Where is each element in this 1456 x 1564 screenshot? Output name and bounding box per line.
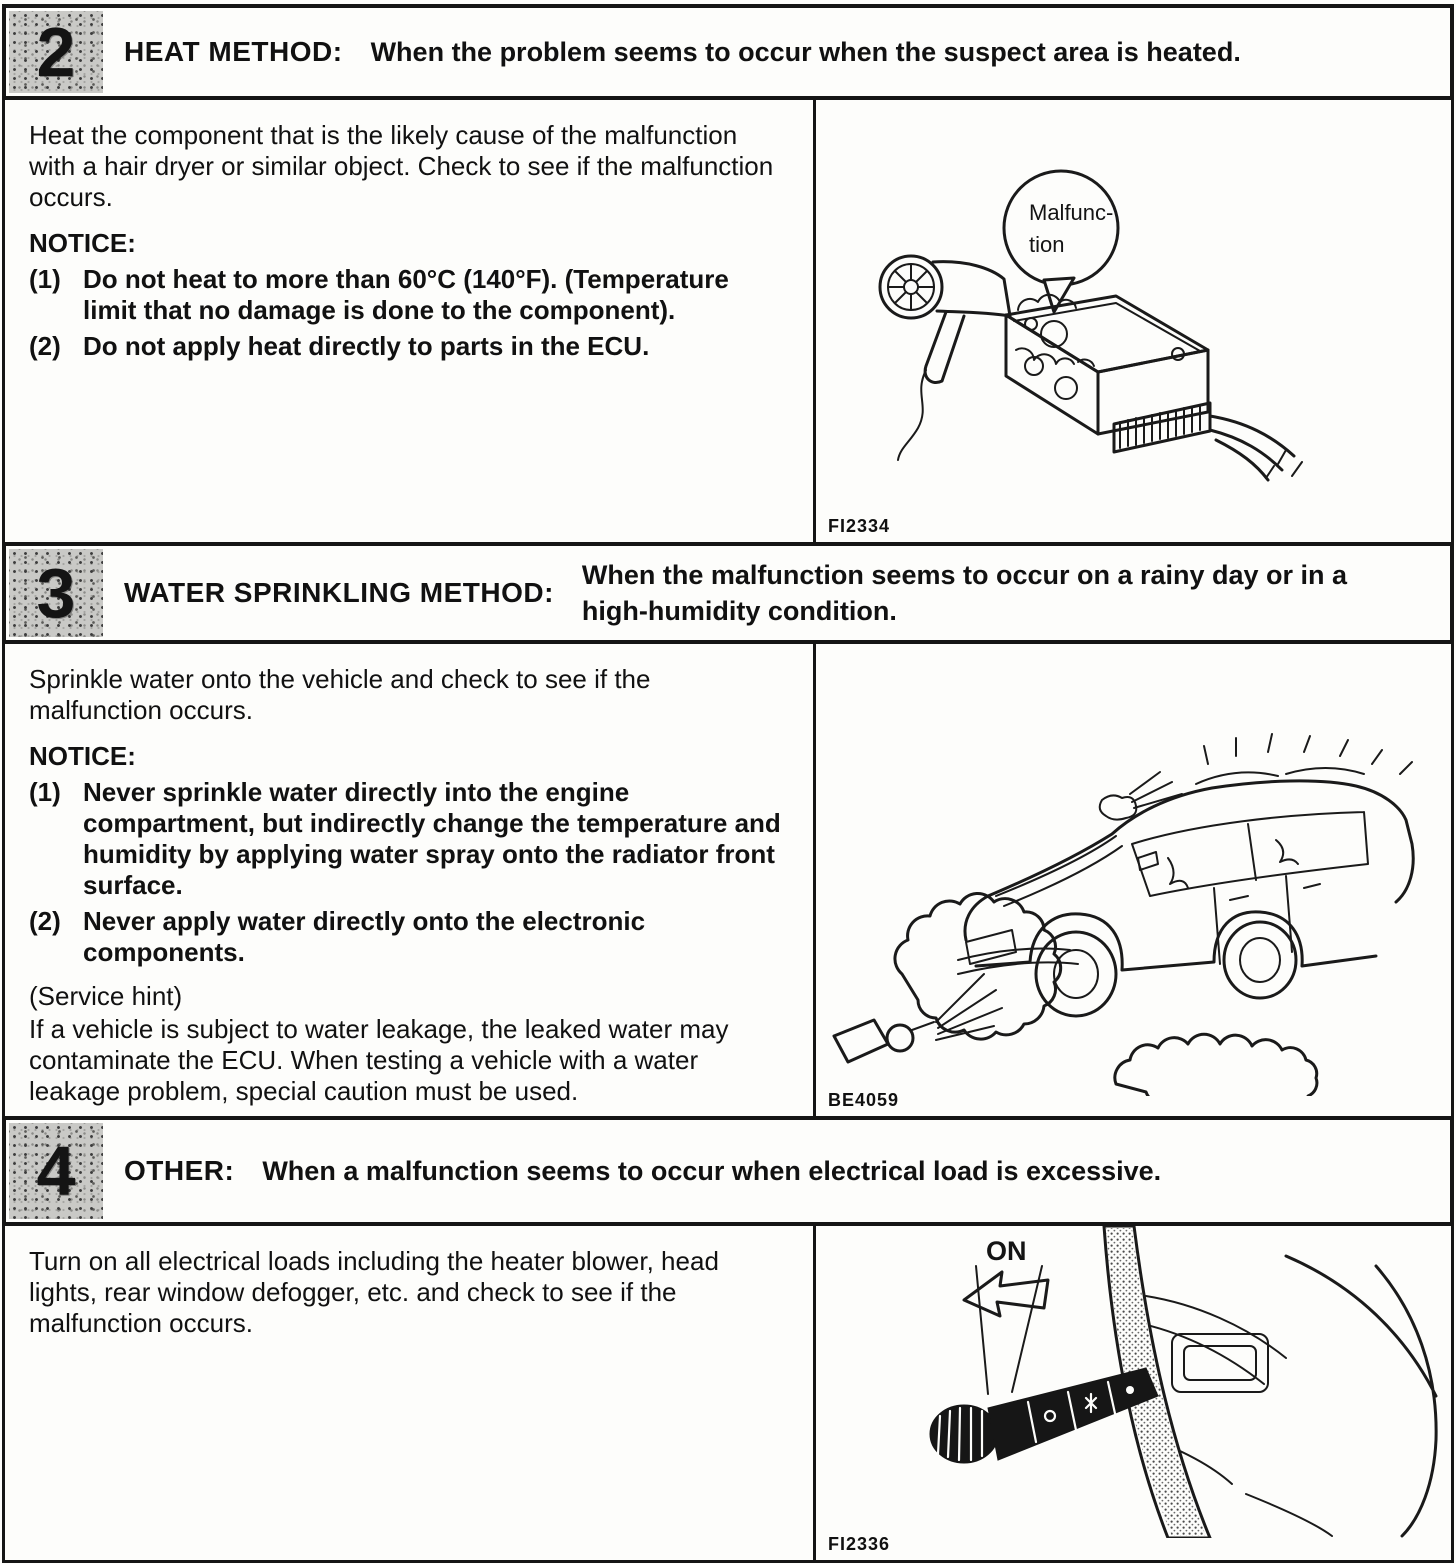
- on-label: ON: [986, 1236, 1027, 1266]
- other-intro: Turn on all electrical loads including the heater blower, head lights, rear window defogger, etc. and check to see if the malfunction occurs.: [29, 1246, 719, 1338]
- figure-caption: BE4059: [828, 1090, 900, 1110]
- notice-item: [29, 906, 789, 968]
- notice-number: (1): [29, 264, 61, 294]
- water-text-cell: [5, 644, 813, 1116]
- section-number: 4: [36, 1132, 76, 1210]
- car-icon: [958, 781, 1413, 1016]
- notice-number: (2): [29, 331, 61, 361]
- notice-text: Do not heat to more than 60°C (140°F). (Temperature limit that no damage is done to the component).: [83, 264, 729, 325]
- service-hint-text: If a vehicle is subject to water leakage, the leaked water may contaminate the ECU. When testing a vehicle with a water leakage problem, special caution must be used.: [29, 1014, 729, 1106]
- section-water-content: [2, 641, 1454, 1119]
- section-title: OTHER:: [124, 1155, 235, 1186]
- notice-text: Never apply water directly onto the electronic components.: [83, 906, 646, 967]
- bubble-text-line1: Malfunc-: [1029, 200, 1114, 225]
- water-figure-cell: [813, 644, 1451, 1116]
- section-water-header: [2, 542, 1454, 644]
- notice-number: (2): [29, 906, 61, 936]
- ground-cloud-icon: [1115, 1034, 1317, 1096]
- notice-label: NOTICE:: [29, 741, 136, 771]
- figure-caption: FI2334: [828, 516, 891, 536]
- service-hint-label: (Service hint): [29, 981, 183, 1011]
- section-heat-content: [2, 97, 1454, 545]
- section-other-header: [2, 1116, 1454, 1226]
- stalk-lever-icon: [930, 1368, 1158, 1463]
- section-title: HEAT METHOD:: [124, 36, 343, 67]
- figure-caption: FI2336: [828, 1534, 891, 1554]
- stalk-switch-illustration: [816, 1226, 1451, 1538]
- water-intro: Sprinkle water onto the vehicle and check to see if the malfunction occurs.: [29, 664, 651, 725]
- notice-item: [29, 264, 789, 326]
- hair-dryer-ecu-illustration: [816, 100, 1451, 520]
- section-title: WATER SPRINKLING METHOD:: [124, 577, 554, 608]
- spray-hand-icon: [834, 974, 1002, 1062]
- section-number: 2: [36, 13, 76, 91]
- bubble-text-line2: tion: [1029, 232, 1065, 257]
- section-subtitle: When the problem seems to occur when the suspect area is heated.: [370, 37, 1241, 67]
- other-figure-cell: [813, 1226, 1451, 1560]
- ecu-box-icon: [1006, 296, 1302, 480]
- heat-text-cell: [5, 100, 813, 542]
- section-subtitle: When a malfunction seems to occur when electrical load is excessive.: [262, 1156, 1162, 1186]
- heat-intro: Heat the component that is the likely cause of the malfunction with a hair dryer or similar object. Check to see if the malfunction occurs.: [29, 120, 774, 212]
- section-subtitle: When the malfunction seems to occur on a rainy day or in a high-humidity condition.: [581, 560, 1348, 626]
- section-number: 3: [36, 554, 76, 632]
- notice-number: (1): [29, 777, 61, 807]
- other-text-cell: [5, 1226, 813, 1560]
- notice-text: Never sprinkle water directly into the engine compartment, but indirectly change the temperature and humidity by applying water spray onto the radiator front surface.: [83, 777, 781, 900]
- hair-dryer-icon: [880, 256, 1010, 460]
- speech-bubble-icon: [1004, 171, 1118, 285]
- notice-text: Do not apply heat directly to parts in the ECU.: [83, 331, 650, 361]
- section-number-box: [9, 11, 103, 93]
- section-number-box: [9, 549, 103, 637]
- heat-figure-cell: [813, 100, 1451, 542]
- car-spray-illustration: [816, 644, 1451, 1096]
- notice-item: [29, 777, 789, 901]
- section-heat-header: [2, 4, 1454, 100]
- section-other-content: [2, 1223, 1454, 1563]
- section-number-box: [9, 1123, 103, 1219]
- notice-label: NOTICE:: [29, 228, 136, 258]
- notice-item: [29, 331, 789, 362]
- sprinkle-hand-icon: [1100, 734, 1412, 820]
